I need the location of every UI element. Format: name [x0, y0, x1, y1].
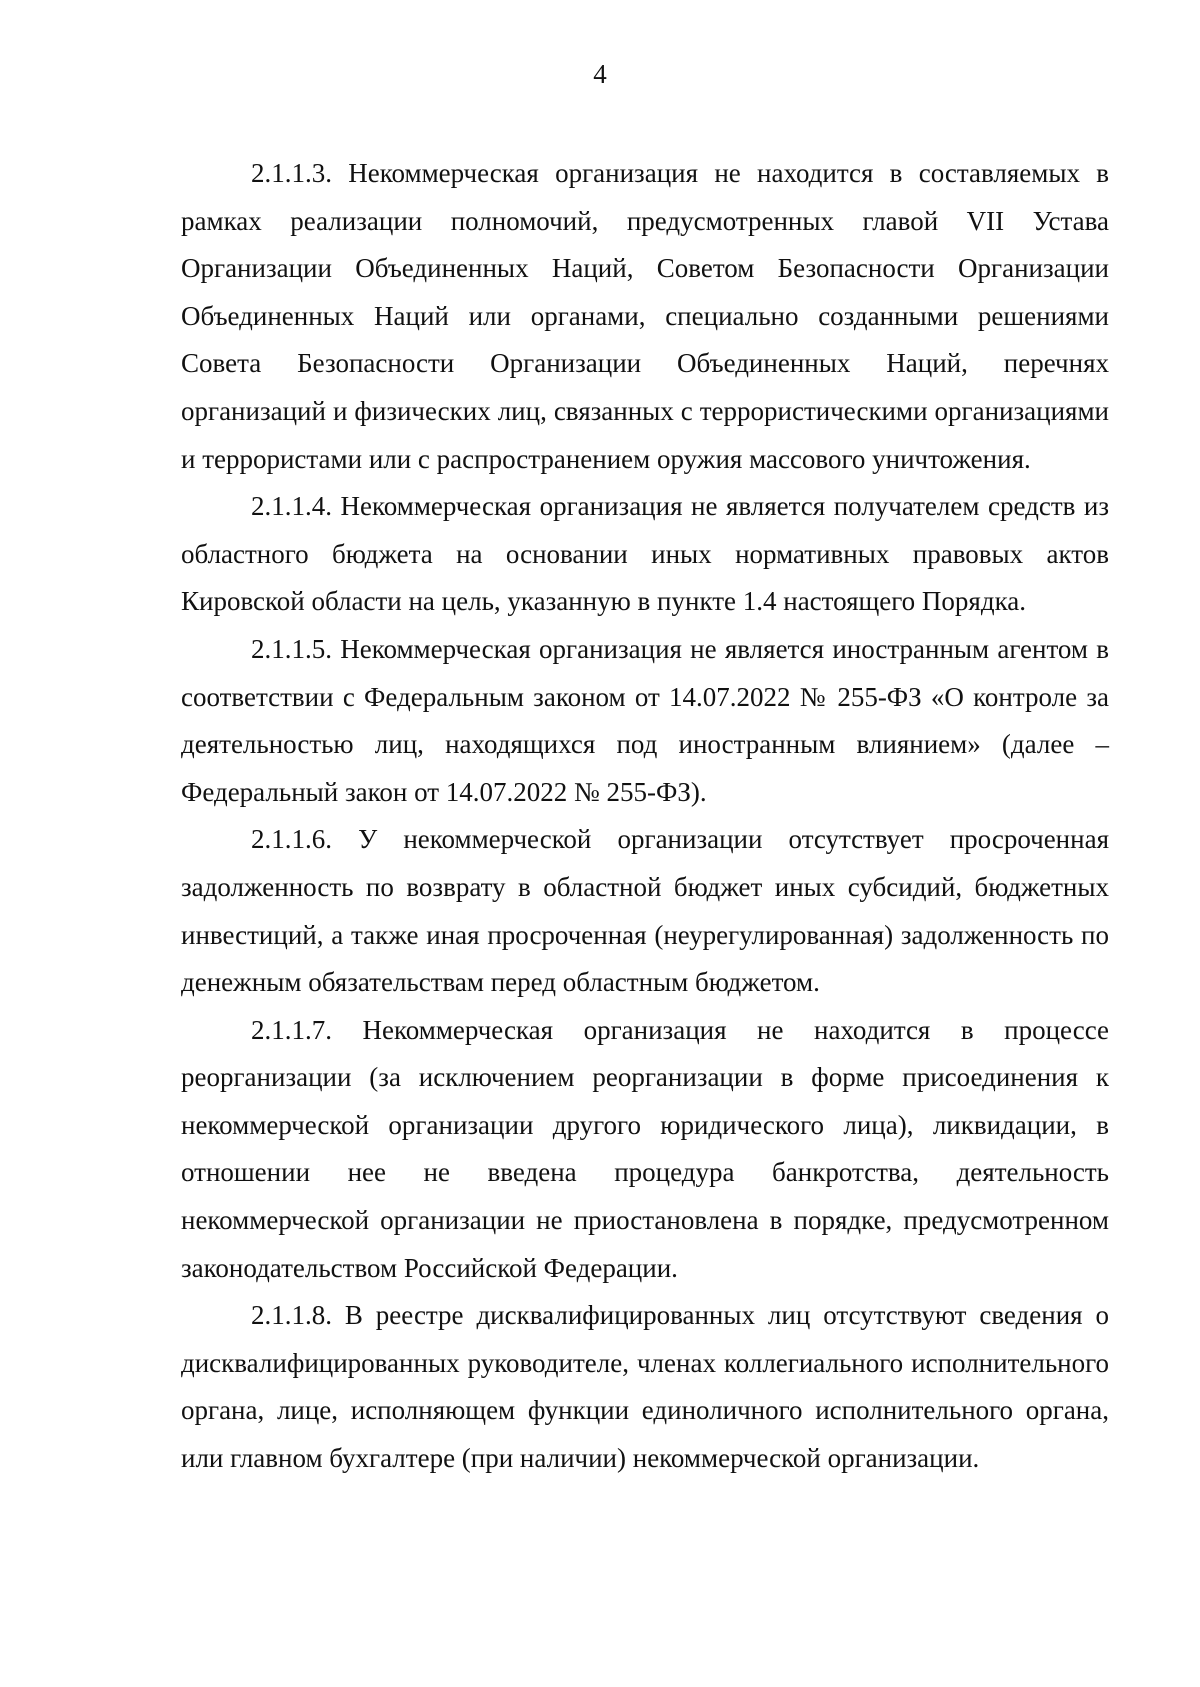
paragraph-2-1-1-6: 2.1.1.6. У некоммерческой организации отсутствует просроченная задолженность по возврату в областной бюджет иных субсидий, бюджетных инвестиций, а также иная просроченная (неурегулированная) задолженность по денежным обязательствам перед областным бюджетом. [181, 824, 1109, 998]
paragraph-2-1-1-4: 2.1.1.4. Некоммерческая организация не является получателем средств из областного бюджета на основании иных нормативных правовых актов Кировской области на цель, указанную в пункте 1.4 настоящего Порядка. [181, 491, 1109, 617]
document-body [181, 150, 1109, 1483]
paragraph-2-1-1-7: 2.1.1.7. Некоммерческая организация не находится в процессе реорганизации (за исключением реорганизации в форме присоединения к некоммерческой организации другого юридического лица), ликвидации, в отношении нее не введена процедура банкротства, деятельность некоммерческой организации не приостановлена в порядке, предусмотренном законодательством Российской Федерации. [181, 1014, 1109, 1283]
paragraph-2-1-1-3: 2.1.1.3. Некоммерческая организация не находится в составляемых в рамках реализации полномочий, предусмотренных главой VII Устава Организации Объединенных Наций, Советом Безопасности Организации Объединенных Наций или органами, специально созданными решениями Совета Безопасности Организации Объединенных Наций, перечнях организаций и физических лиц, связанных с террористическими организациями и террористами или с распространением оружия массового уничтожения. [181, 158, 1109, 474]
paragraph-2-1-1-5: 2.1.1.5. Некоммерческая организация не является иностранным агентом в соответствии с Федеральным законом от 14.07.2022 № 255-ФЗ «О контроле за деятельностью лиц, находящихся под иностранным влиянием» (далее – Федеральный закон от 14.07.2022 № 255-ФЗ). [181, 633, 1109, 807]
paragraph-2-1-1-8: 2.1.1.8. В реестре дисквалифицированных лиц отсутствуют сведения о дисквалифицированных руководителе, членах коллегиального исполнительного органа, лице, исполняющем функции единоличного исполнительного органа, или главном бухгалтере (при наличии) некоммерческой организации. [181, 1300, 1109, 1474]
page-number: 4 [593, 59, 607, 89]
